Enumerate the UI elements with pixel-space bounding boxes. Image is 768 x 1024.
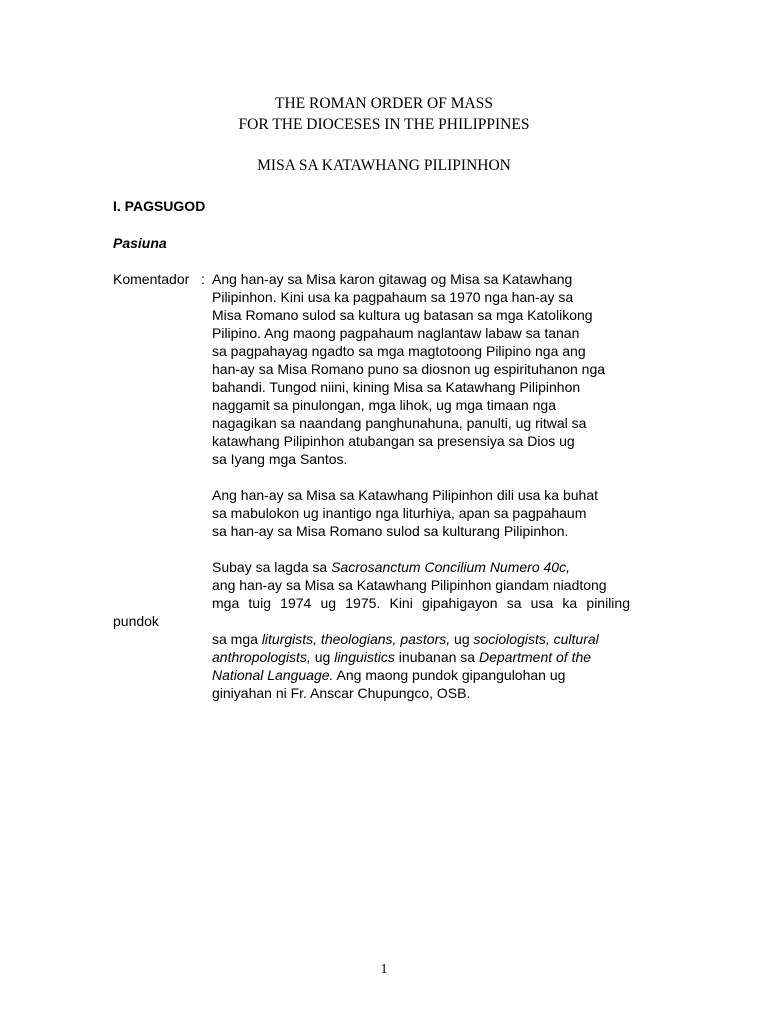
- paragraph-3-italic-text: Sacrosanctum Concilium Numero 40c,: [331, 559, 570, 575]
- paragraph-1-line: Pilipinhon. Kini usa ka pagpahaum sa 1970 nga han-ay sa: [212, 289, 574, 305]
- paragraph-1-line: katawhang Pilipinhon atubangan sa presensiya sa Dios ug: [212, 433, 575, 449]
- paragraph-1-line: han-ay sa Misa Romano puno sa diosnon ug espirituhanon nga: [212, 361, 606, 377]
- paragraph-1-line: Ang han-ay sa Misa karon gitawag og Misa sa Katawhang: [212, 271, 573, 287]
- paragraph-1-line: nagagikan sa naandang panghunahuna, panulti, ug ritwal sa: [212, 415, 587, 431]
- paragraph-1-line: Misa Romano sulod sa kultura ug batasan sa mga Katolikong: [212, 307, 593, 323]
- paragraph-3-text: ug: [450, 631, 474, 647]
- paragraph-3-italic-text: linguistics: [334, 649, 395, 665]
- document-title-line-2: FOR THE DIOCESES IN THE PHILIPPINES: [238, 116, 530, 133]
- document-subtitle: MISA SA KATAWHANG PILIPINHON: [257, 157, 511, 174]
- paragraph-3-italic-text: anthropologists,: [212, 649, 311, 665]
- paragraph-2-line: sa mabulokon ug inantigo nga liturhiya, apan sa pagpahaum: [212, 505, 587, 521]
- speaker-separator: :: [201, 271, 205, 287]
- page-number: 1: [380, 962, 388, 977]
- paragraph-3-italic-text: sociologists, cultural: [473, 631, 599, 647]
- paragraph-2-line: sa han-ay sa Misa Romano sulod sa kulturang Pilipinhon.: [212, 523, 569, 539]
- paragraph-1-line: Pilipino. Ang maong pagpahaum naglantaw labaw sa tanan: [212, 325, 580, 341]
- document-title-line-1: THE ROMAN ORDER OF MASS: [275, 95, 493, 112]
- paragraph-3-line: mga tuig 1974 ug 1975. Kini gipahigayon sa usa ka piniling: [212, 595, 630, 611]
- paragraph-3-text: sa mga: [212, 631, 262, 647]
- paragraph-3-line: [212, 630, 599, 648]
- section-subheading: Pasiuna: [113, 235, 167, 251]
- paragraph-1-line: sa Iyang mga Santos.: [212, 451, 348, 467]
- paragraph-3-line: ang han-ay sa Misa sa Katawhang Pilipinhon giandam niadtong: [212, 577, 607, 593]
- paragraph-3-text: Subay sa lagda sa: [212, 559, 332, 575]
- paragraph-3-line: [212, 648, 591, 666]
- paragraph-3-italic-text: liturgists, theologians, pastors,: [261, 631, 451, 647]
- paragraph-3-line: [212, 666, 565, 684]
- paragraph-3-line: [212, 558, 570, 576]
- paragraph-1-line: naggamit sa pinulongan, mga lihok, ug mga timaan nga: [212, 397, 556, 413]
- paragraph-3-orphan-word: pundok: [113, 613, 159, 629]
- paragraph-3-line: giniyahan ni Fr. Anscar Chupungco, OSB.: [212, 685, 471, 701]
- paragraph-1-line: sa pagpahayag ngadto sa mga magtotoong Pilipino nga ang: [212, 343, 586, 359]
- paragraph-3-text: Ang maong pundok gipangulohan ug: [333, 667, 566, 683]
- speaker-label: Komentador: [113, 271, 190, 287]
- paragraph-3-italic-text: Department of the: [478, 649, 592, 665]
- paragraph-3-italic-text: National Language.: [212, 667, 334, 683]
- paragraph-2-line: Ang han-ay sa Misa sa Katawhang Pilipinhon dili usa ka buhat: [212, 487, 599, 503]
- paragraph-1-line: bahandi. Tungod niini, kining Misa sa Katawhang Pilipinhon: [212, 379, 581, 395]
- paragraph-3-text: inubanan sa: [394, 649, 479, 665]
- section-heading: I. PAGSUGOD: [113, 198, 206, 214]
- paragraph-3-text: ug: [310, 649, 335, 665]
